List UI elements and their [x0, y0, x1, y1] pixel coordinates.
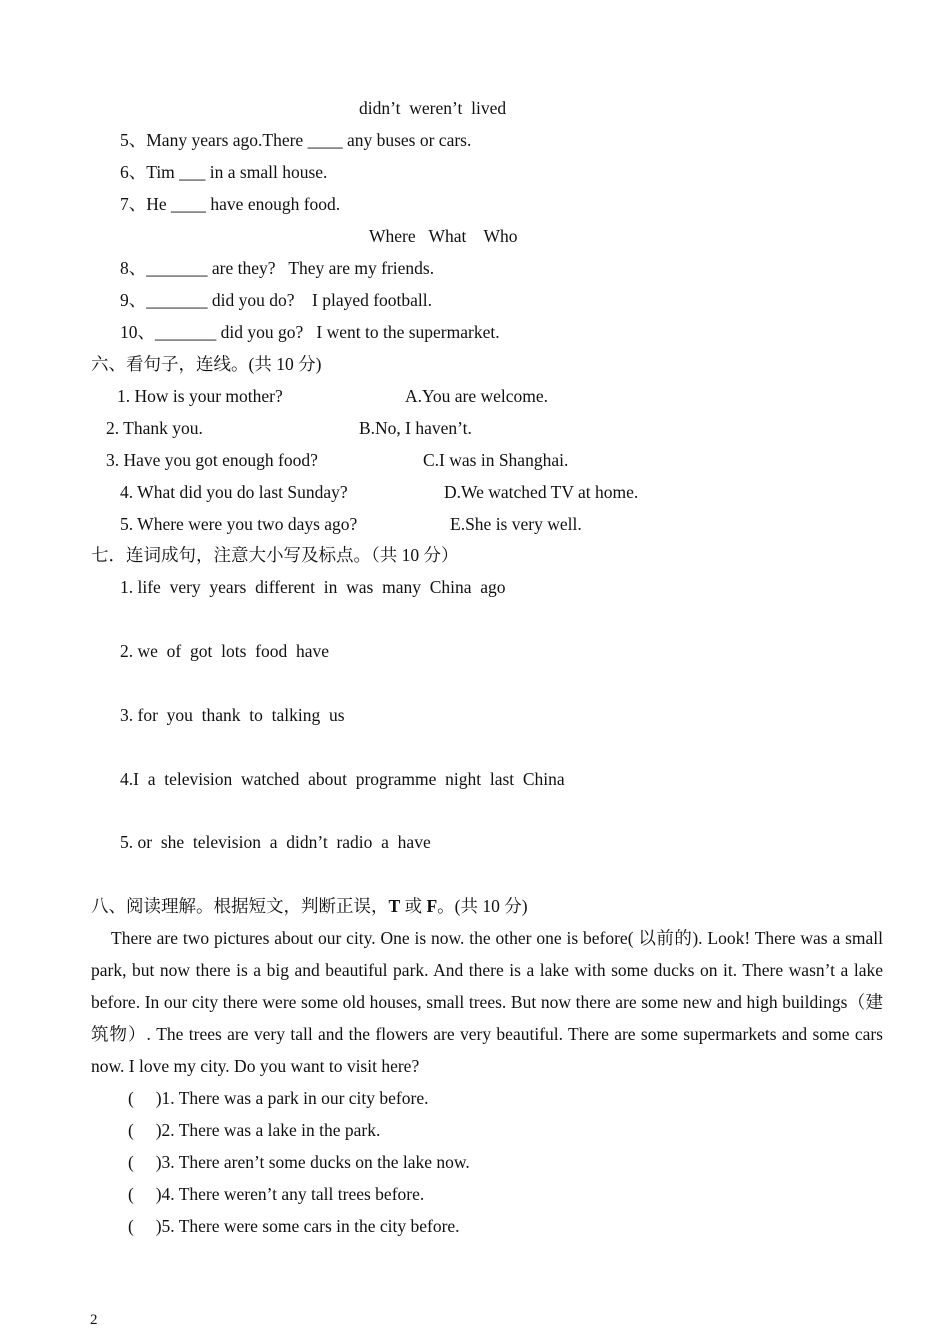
- match-right-d: D.We watched TV at home.: [444, 482, 639, 502]
- question-5: 5、Many years ago.There ____ any buses or cars.: [120, 130, 472, 150]
- match-left-5: 5. Where were you two days ago?: [120, 514, 358, 534]
- section-8-heading: [91, 895, 528, 917]
- word-bank-2: Where What Who: [369, 226, 518, 246]
- reorder-item-1: 1. life very years different in was many China ago: [120, 577, 506, 597]
- match-left-3: 3. Have you got enough food?: [106, 450, 318, 470]
- section-8-heading-post: 。(共 10 分): [437, 896, 528, 916]
- question-7: 7、He ____ have enough food.: [120, 194, 341, 214]
- match-left-1: 1. How is your mother?: [117, 386, 283, 406]
- section-7-heading: 七．连词成句，注意大小写及标点。（共 10 分）: [91, 545, 459, 565]
- reorder-item-5: 5. or she television a didn’t radio a have: [120, 832, 431, 852]
- page-number: 2: [90, 1312, 98, 1328]
- question-9: 9、_______ did you do? I played football.: [120, 290, 433, 310]
- tf-question-2: ( )2. There was a lake in the park.: [128, 1120, 381, 1140]
- match-left-2: 2. Thank you.: [106, 418, 203, 438]
- match-right-a: A.You are welcome.: [405, 386, 549, 406]
- match-right-b: B.No, I haven’t.: [359, 418, 472, 438]
- reorder-item-2: 2. we of got lots food have: [120, 641, 329, 661]
- tf-question-1: ( )1. There was a park in our city before.: [128, 1088, 429, 1108]
- question-10: 10、_______ did you go? I went to the supermarket.: [120, 322, 500, 342]
- section-8-heading-pre: 八、阅读理解。根据短文，判断正误，: [91, 896, 389, 916]
- match-right-e: E.She is very well.: [450, 514, 582, 534]
- section-8-heading-f: F: [426, 896, 438, 916]
- section-6-heading: 六、看句子，连线。(共 10 分): [91, 354, 322, 374]
- reading-passage: There are two pictures about our city. One is now. the other one is before( 以前的). Look! There was a small park, but now there is a big and beautiful park. And there is a lake with some ducks on it. There wasn’t a lake before. In our city there were some old houses, small trees. But now there are some new and high buildings（建筑物）. The trees are very tall and the flowers are very beautiful. There are some supermarkets and some cars now. I love my city. Do you want to visit here?: [91, 928, 883, 1076]
- reorder-item-4: 4.I a television watched about programme night last China: [120, 769, 565, 789]
- tf-question-4: ( )4. There weren’t any tall trees before.: [128, 1184, 425, 1204]
- tf-question-5: ( )5. There were some cars in the city before.: [128, 1216, 460, 1236]
- reorder-item-3: 3. for you thank to talking us: [120, 705, 345, 725]
- tf-question-3: ( )3. There aren’t some ducks on the lake now.: [128, 1152, 470, 1172]
- match-right-c: C.I was in Shanghai.: [423, 450, 569, 470]
- question-6: 6、Tim ___ in a small house.: [120, 162, 328, 182]
- section-8-heading-t: T: [388, 896, 401, 916]
- match-left-4: 4. What did you do last Sunday?: [120, 482, 348, 502]
- question-8: 8、_______ are they? They are my friends.: [120, 258, 435, 278]
- section-8-heading-or: 或: [400, 896, 427, 916]
- word-bank-1: didn’t weren’t lived: [359, 98, 507, 118]
